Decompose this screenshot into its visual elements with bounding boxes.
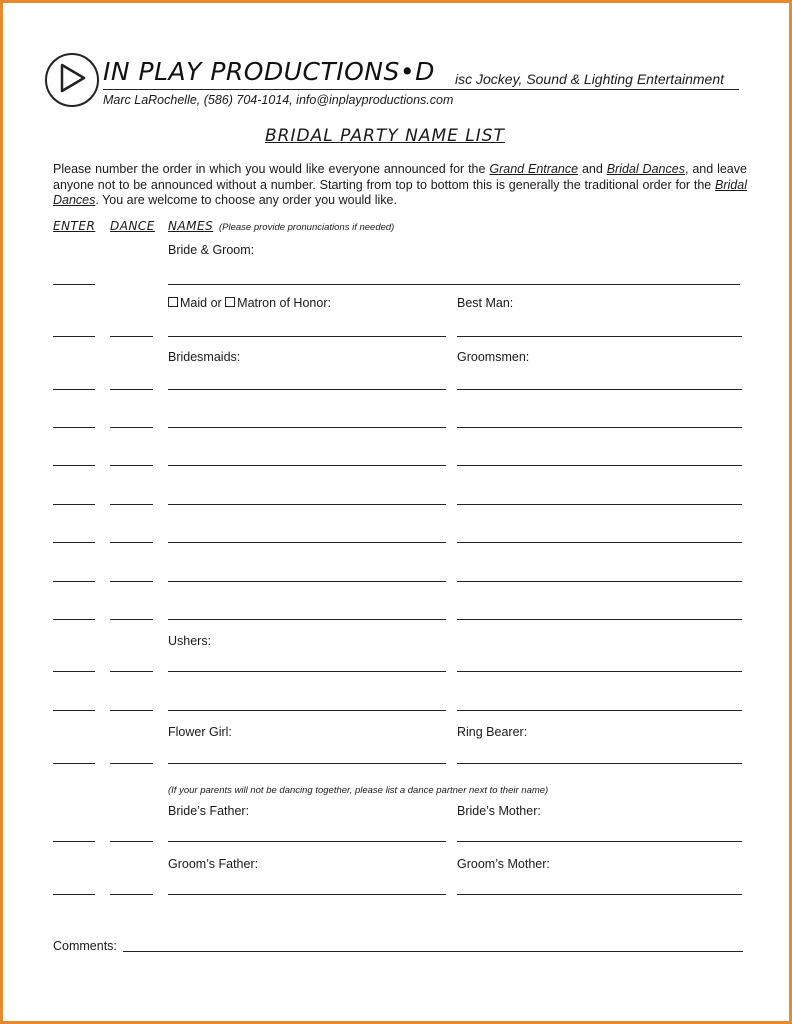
bride-groom-label: Bride & Groom: — [168, 243, 255, 257]
dance-field[interactable] — [110, 619, 153, 620]
name-field-left[interactable] — [168, 894, 446, 895]
names-note: (Please provide pronunciations if needed) — [219, 222, 395, 233]
bridesmaids-label: Bridesmaids: — [168, 350, 241, 364]
name-field-left[interactable] — [168, 389, 446, 390]
name-field-left[interactable] — [168, 671, 446, 672]
name-field-left[interactable] — [168, 763, 446, 764]
enter-field[interactable] — [53, 763, 95, 764]
matron-checkbox[interactable] — [225, 297, 235, 307]
brand-name: IN PLAY PRODUCTIONS•D — [103, 57, 435, 86]
enter-field[interactable] — [53, 389, 95, 390]
dance-field[interactable] — [110, 671, 153, 672]
name-field-right[interactable] — [457, 336, 742, 337]
bride-groom-field[interactable] — [168, 284, 740, 285]
dance-field[interactable] — [110, 841, 153, 842]
enter-field[interactable] — [53, 427, 95, 428]
name-field-left[interactable] — [168, 427, 446, 428]
enter-field[interactable] — [53, 671, 95, 672]
name-field-right[interactable] — [457, 710, 742, 711]
header-rule — [103, 89, 739, 90]
name-field-left[interactable] — [168, 710, 446, 711]
column-enter: ENTER — [53, 219, 96, 233]
dance-field[interactable] — [110, 504, 153, 505]
name-field-right[interactable] — [457, 465, 742, 466]
dance-field[interactable] — [110, 894, 153, 895]
maid-checkbox[interactable] — [168, 297, 178, 307]
maid-matron-label: Maid or Matron of Honor: — [168, 296, 331, 310]
brides-mother-label: Bride’s Mother: — [457, 804, 541, 818]
name-field-right[interactable] — [457, 894, 742, 895]
enter-field[interactable] — [53, 841, 95, 842]
best-man-label: Best Man: — [457, 296, 514, 310]
enter-field[interactable] — [53, 542, 95, 543]
enter-field[interactable] — [53, 284, 95, 285]
name-field-right[interactable] — [457, 389, 742, 390]
flower-girl-label: Flower Girl: — [168, 725, 232, 739]
enter-field[interactable] — [53, 619, 95, 620]
dance-field[interactable] — [110, 389, 153, 390]
enter-field[interactable] — [53, 465, 95, 466]
enter-field[interactable] — [53, 581, 95, 582]
name-field-left[interactable] — [168, 336, 446, 337]
enter-field[interactable] — [53, 336, 95, 337]
dance-field[interactable] — [110, 465, 153, 466]
name-field-right[interactable] — [457, 427, 742, 428]
play-icon — [45, 53, 99, 107]
comments-label: Comments: — [53, 939, 117, 953]
enter-field[interactable] — [53, 504, 95, 505]
enter-field[interactable] — [53, 894, 95, 895]
name-field-right[interactable] — [457, 542, 742, 543]
name-field-left[interactable] — [168, 619, 446, 620]
dance-field[interactable] — [110, 763, 153, 764]
name-field-left[interactable] — [168, 504, 446, 505]
contact-info: Marc LaRochelle, (586) 704-1014, info@inplayproductions.com — [103, 93, 454, 107]
column-dance: DANCE — [110, 219, 155, 233]
ushers-label: Ushers: — [168, 634, 212, 648]
name-field-left[interactable] — [168, 465, 446, 466]
dance-field[interactable] — [110, 336, 153, 337]
name-field-right[interactable] — [457, 619, 742, 620]
parents-note: (If your parents will not be dancing together, please list a dance partner next to their name) — [168, 785, 549, 796]
name-field-left[interactable] — [168, 841, 446, 842]
comments-field[interactable] — [123, 951, 743, 952]
grooms-father-label: Groom’s Father: — [168, 857, 259, 871]
dance-field[interactable] — [110, 581, 153, 582]
dance-field[interactable] — [110, 542, 153, 543]
groomsmen-label: Groomsmen: — [457, 350, 530, 364]
brides-father-label: Bride’s Father: — [168, 804, 250, 818]
ring-bearer-label: Ring Bearer: — [457, 725, 528, 739]
column-names: NAMES — [168, 219, 214, 233]
intro-paragraph: Please number the order in which you would like everyone announced for the Grand Entrance and Bridal Dances, and leave anyone not to be announced without a number. Starting from top to bottom this is generally the traditional order for the Bridal Dances. You are welcome to choose any order you would like. — [53, 162, 747, 207]
name-field-right[interactable] — [457, 671, 742, 672]
dance-field[interactable] — [110, 710, 153, 711]
name-field-right[interactable] — [457, 504, 742, 505]
name-field-left[interactable] — [168, 581, 446, 582]
page-title: BRIDAL PARTY NAME LIST — [265, 126, 505, 146]
name-field-right[interactable] — [457, 581, 742, 582]
grooms-mother-label: Groom’s Mother: — [457, 857, 550, 871]
tagline: isc Jockey, Sound & Lighting Entertainment — [455, 71, 725, 87]
name-field-right[interactable] — [457, 841, 742, 842]
name-field-left[interactable] — [168, 542, 446, 543]
dance-field[interactable] — [110, 427, 153, 428]
name-field-right[interactable] — [457, 763, 742, 764]
enter-field[interactable] — [53, 710, 95, 711]
